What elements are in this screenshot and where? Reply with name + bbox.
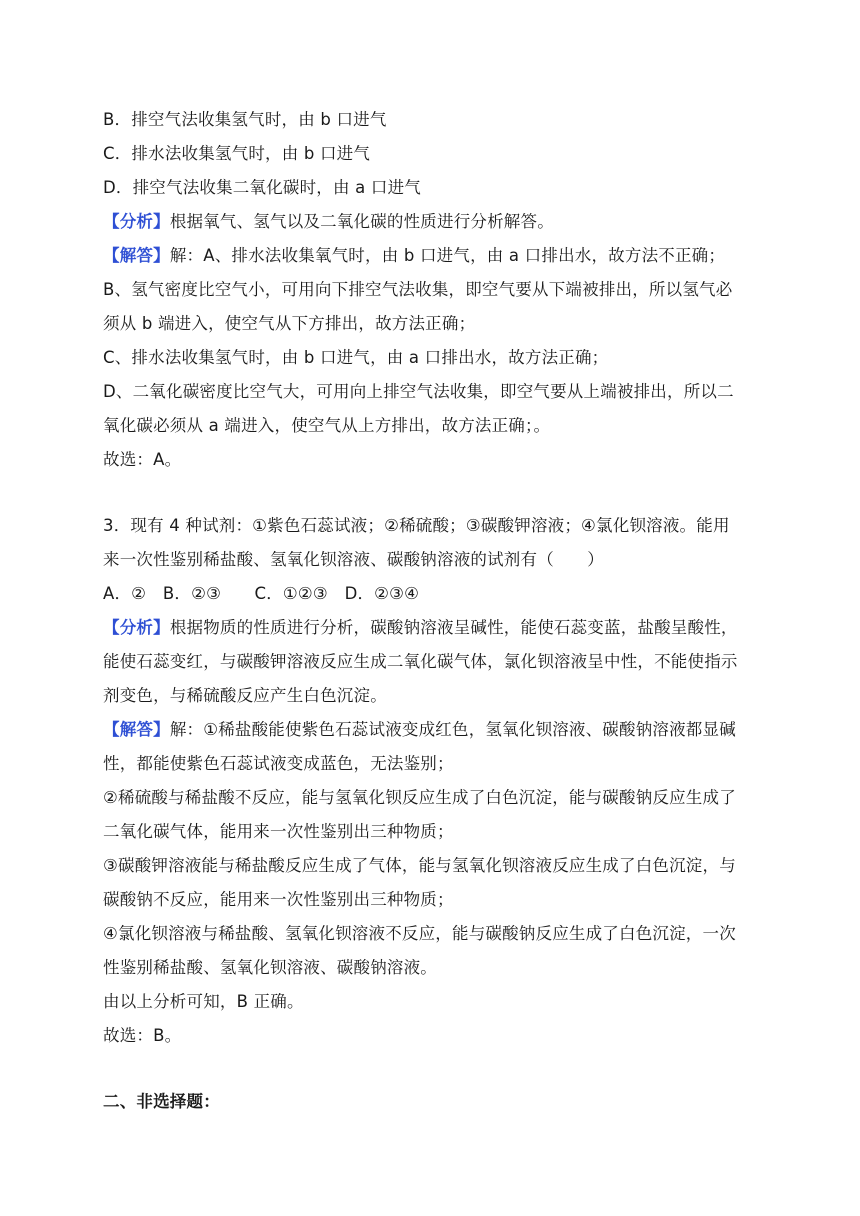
answer-line: 性，都能使紫色石蕊试液变成蓝色，无法鉴别； <box>103 754 454 773</box>
analysis-text: 根据氧气、氢气以及二氧化碳的性质进行分析解答。 <box>169 212 554 231</box>
answer-paragraph <box>103 720 736 740</box>
analysis-text: 根据物质的性质进行分析，碳酸钠溶液呈碱性，能使石蕊变蓝，盐酸呈酸性， <box>169 618 738 637</box>
answer-choice: 故选：A。 <box>103 450 182 469</box>
analysis-paragraph <box>103 212 554 232</box>
answer-conclusion: 由以上分析可知，B 正确。 <box>103 992 304 1011</box>
answer-line: ③碳酸钾溶液能与稀盐酸反应生成了气体，能与氢氧化钡溶液反应生成了白色沉淀，与 <box>103 856 736 875</box>
answer-line: B、氢气密度比空气小，可用向下排空气法收集，即空气要从下端被排出，所以氢气必 <box>103 280 733 299</box>
option-d: D．排空气法收集二氧化碳时，由 a 口进气 <box>103 178 422 197</box>
analysis-line: 剂变色，与稀硫酸反应产生白色沉淀。 <box>103 686 387 705</box>
answer-line: 性鉴别稀盐酸、氢氧化钡溶液、碳酸钠溶液。 <box>103 958 437 977</box>
answer-text: 解：A、排水法收集氧气时，由 b 口进气，由 a 口排出水，故方法不正确； <box>169 246 726 265</box>
answer-line: 须从 b 端进入，使空气从下方排出，故方法正确； <box>103 314 476 333</box>
section-heading: 二、非选择题： <box>103 1092 220 1111</box>
answer-line: 氧化碳必须从 a 端进入，使空气从上方排出，故方法正确；。 <box>103 416 551 435</box>
answer-tag: 【解答】 <box>103 246 170 265</box>
answer-line: ②稀硫酸与稀盐酸不反应，能与氢氧化钡反应生成了白色沉淀，能与碳酸钠反应生成了 <box>103 788 736 807</box>
question-stem: 3．现有 4 种试剂：①紫色石蕊试液；②稀硫酸；③碳酸钾溶液；④氯化钡溶液。能用 <box>103 516 730 535</box>
answer-line: D、二氧化碳密度比空气大，可用向上排空气法收集，即空气要从上端被排出，所以二 <box>103 382 734 401</box>
answer-line: C、排水法收集氢气时，由 b 口进气，由 a 口排出水，故方法正确； <box>103 348 609 367</box>
answer-line: 二氧化碳气体，能用来一次性鉴别出三种物质； <box>103 822 454 841</box>
option-b: B．排空气法收集氢气时，由 b 口进气 <box>103 110 387 129</box>
question-options: A．② B．②③ C．①②③ D．②③④ <box>103 584 420 603</box>
question-stem: 来一次性鉴别稀盐酸、氢氧化钡溶液、碳酸钠溶液的试剂有（ ） <box>103 550 604 569</box>
answer-choice: 故选：B。 <box>103 1026 182 1045</box>
analysis-tag: 【分析】 <box>103 212 170 231</box>
answer-line: 碳酸钠不反应，能用来一次性鉴别出三种物质； <box>103 890 454 909</box>
analysis-tag: 【分析】 <box>103 618 170 637</box>
option-c: C．排水法收集氢气时，由 b 口进气 <box>103 144 371 163</box>
answer-paragraph <box>103 246 725 266</box>
answer-line: ④氯化钡溶液与稀盐酸、氢氧化钡溶液不反应，能与碳酸钠反应生成了白色沉淀，一次 <box>103 924 736 943</box>
analysis-line: 能使石蕊变红，与碳酸钾溶液反应生成二氧化碳气体，氯化钡溶液呈中性，不能使指示 <box>103 652 738 671</box>
answer-tag: 【解答】 <box>103 720 170 739</box>
analysis-paragraph <box>103 618 738 638</box>
answer-text: 解：①稀盐酸能使紫色石蕊试液变成红色，氢氧化钡溶液、碳酸钠溶液都显碱 <box>169 720 736 739</box>
